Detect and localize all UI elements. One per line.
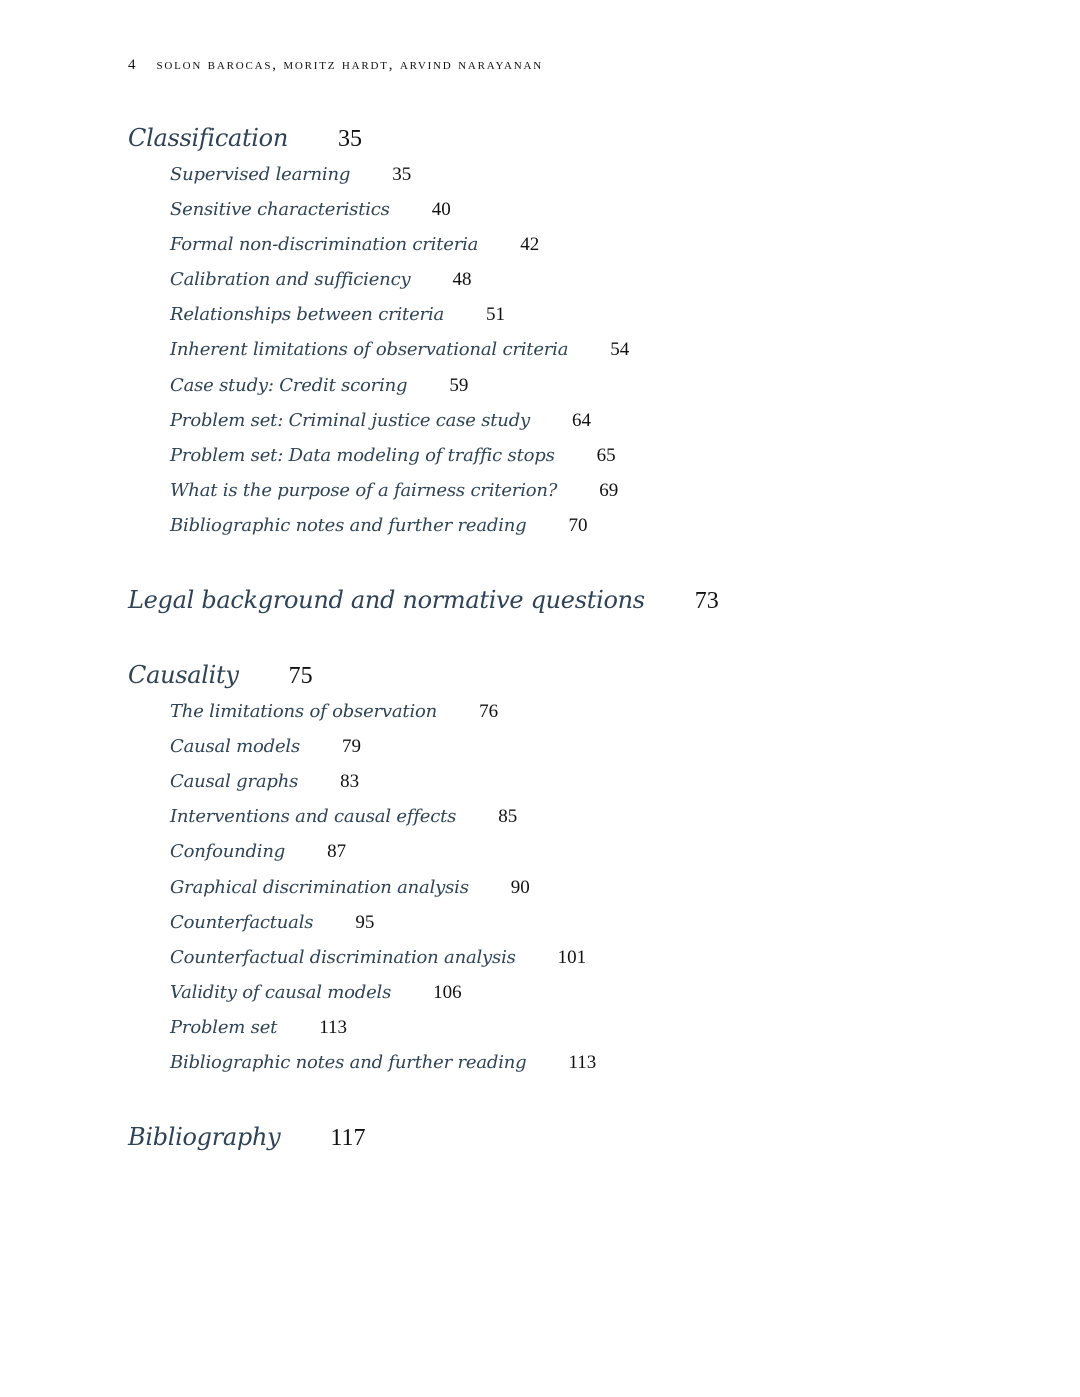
section-title: The limitations of observation bbox=[170, 701, 438, 723]
chapter-title: Classification bbox=[128, 124, 288, 152]
toc-section-entry[interactable] bbox=[170, 199, 1028, 234]
toc-section-entry[interactable] bbox=[170, 445, 1028, 480]
section-page-number: 85 bbox=[498, 806, 518, 828]
section-page-number: 48 bbox=[452, 269, 472, 291]
section-title: Problem set: Data modeling of traffic stops bbox=[170, 444, 555, 466]
toc-section-entry[interactable] bbox=[170, 701, 1028, 736]
toc-section-entry[interactable] bbox=[170, 947, 1028, 982]
section-title: Bibliographic notes and further reading bbox=[170, 1051, 527, 1073]
section-page-number: 59 bbox=[449, 374, 469, 396]
section-page-number: 113 bbox=[319, 1016, 347, 1038]
section-title: Graphical discrimination analysis bbox=[170, 876, 469, 898]
section-list bbox=[128, 164, 1028, 550]
section-page-number: 76 bbox=[479, 701, 499, 723]
toc-section-entry[interactable] bbox=[170, 1017, 1028, 1052]
section-title: What is the purpose of a fairness criterion? bbox=[170, 479, 558, 501]
section-page-number: 87 bbox=[327, 841, 347, 863]
toc-chapter-entry[interactable] bbox=[128, 661, 1028, 701]
section-title: Counterfactuals bbox=[170, 911, 314, 933]
section-page-number: 42 bbox=[520, 234, 540, 256]
chapter-page-number: 35 bbox=[338, 126, 362, 152]
section-page-number: 64 bbox=[571, 409, 591, 431]
section-title: Case study: Credit scoring bbox=[170, 374, 408, 396]
section-title: Relationships between criteria bbox=[170, 304, 445, 326]
section-page-number: 54 bbox=[610, 339, 630, 361]
section-page-number: 83 bbox=[340, 771, 360, 793]
chapter-page-number: 75 bbox=[288, 663, 313, 690]
section-title: Counterfactual discrimination analysis bbox=[170, 946, 516, 968]
running-head-authors: solon barocas, moritz hardt, arvind narayanan bbox=[156, 57, 543, 73]
toc-section-entry[interactable] bbox=[170, 515, 1028, 550]
section-title: Causal models bbox=[170, 736, 301, 758]
section-page-number: 40 bbox=[431, 199, 451, 221]
toc-section-entry[interactable] bbox=[170, 339, 1028, 374]
toc-section-entry[interactable] bbox=[170, 806, 1028, 841]
section-list bbox=[128, 701, 1028, 1087]
section-title: Inherent limitations of observational criteria bbox=[170, 339, 569, 361]
toc-chapter-legal-background bbox=[128, 586, 1028, 626]
chapter-page-number: 117 bbox=[330, 1125, 366, 1152]
toc-section-entry[interactable] bbox=[170, 480, 1028, 515]
section-page-number: 65 bbox=[596, 444, 616, 466]
chapter-title: Causality bbox=[128, 661, 239, 690]
toc-section-entry[interactable] bbox=[170, 164, 1028, 199]
chapter-title: Legal background and normative questions bbox=[128, 586, 645, 615]
section-title: Calibration and sufficiency bbox=[170, 269, 411, 291]
toc-section-entry[interactable] bbox=[170, 375, 1028, 410]
section-page-number: 113 bbox=[568, 1051, 597, 1073]
running-head bbox=[128, 57, 543, 74]
section-page-number: 70 bbox=[568, 514, 588, 536]
section-page-number: 51 bbox=[486, 304, 506, 326]
toc-section-entry[interactable] bbox=[170, 912, 1028, 947]
section-title: Bibliographic notes and further reading bbox=[170, 514, 527, 536]
toc-chapter-entry[interactable] bbox=[128, 1123, 1028, 1163]
toc-chapter-entry[interactable] bbox=[128, 586, 1028, 626]
section-page-number: 106 bbox=[433, 981, 462, 1003]
toc-section-entry[interactable] bbox=[170, 269, 1028, 304]
toc-section-entry[interactable] bbox=[170, 410, 1028, 445]
section-title: Supervised learning bbox=[170, 164, 351, 185]
section-title: Problem set: Criminal justice case study bbox=[170, 409, 530, 431]
toc-section-entry[interactable] bbox=[170, 304, 1028, 339]
section-title: Confounding bbox=[170, 841, 286, 863]
table-of-contents bbox=[128, 124, 1028, 1163]
toc-chapter-causality bbox=[128, 661, 1028, 1087]
chapter-title: Bibliography bbox=[128, 1123, 281, 1152]
toc-section-entry[interactable] bbox=[170, 982, 1028, 1017]
page-number: 4 bbox=[128, 57, 138, 73]
section-page-number: 90 bbox=[510, 876, 530, 898]
section-page-number: 79 bbox=[342, 736, 362, 758]
section-title: Sensitive characteristics bbox=[170, 199, 390, 221]
section-page-number: 69 bbox=[599, 479, 619, 501]
toc-chapter-entry[interactable] bbox=[128, 124, 1028, 164]
section-title: Causal graphs bbox=[170, 771, 299, 793]
toc-chapter-bibliography bbox=[128, 1123, 1028, 1163]
toc-chapter-classification bbox=[128, 124, 1028, 550]
toc-section-entry[interactable] bbox=[170, 1052, 1028, 1087]
section-title: Problem set bbox=[170, 1016, 278, 1038]
chapter-page-number: 73 bbox=[694, 588, 719, 615]
toc-section-entry[interactable] bbox=[170, 771, 1028, 806]
toc-section-entry[interactable] bbox=[170, 234, 1028, 269]
section-page-number: 35 bbox=[392, 164, 412, 185]
section-page-number: 95 bbox=[355, 911, 375, 933]
section-title: Formal non-discrimination criteria bbox=[170, 234, 479, 256]
section-page-number: 101 bbox=[557, 946, 587, 968]
toc-section-entry[interactable] bbox=[170, 841, 1028, 876]
toc-section-entry[interactable] bbox=[170, 736, 1028, 771]
section-title: Interventions and causal effects bbox=[170, 806, 457, 828]
toc-section-entry[interactable] bbox=[170, 877, 1028, 912]
section-title: Validity of causal models bbox=[170, 981, 392, 1003]
